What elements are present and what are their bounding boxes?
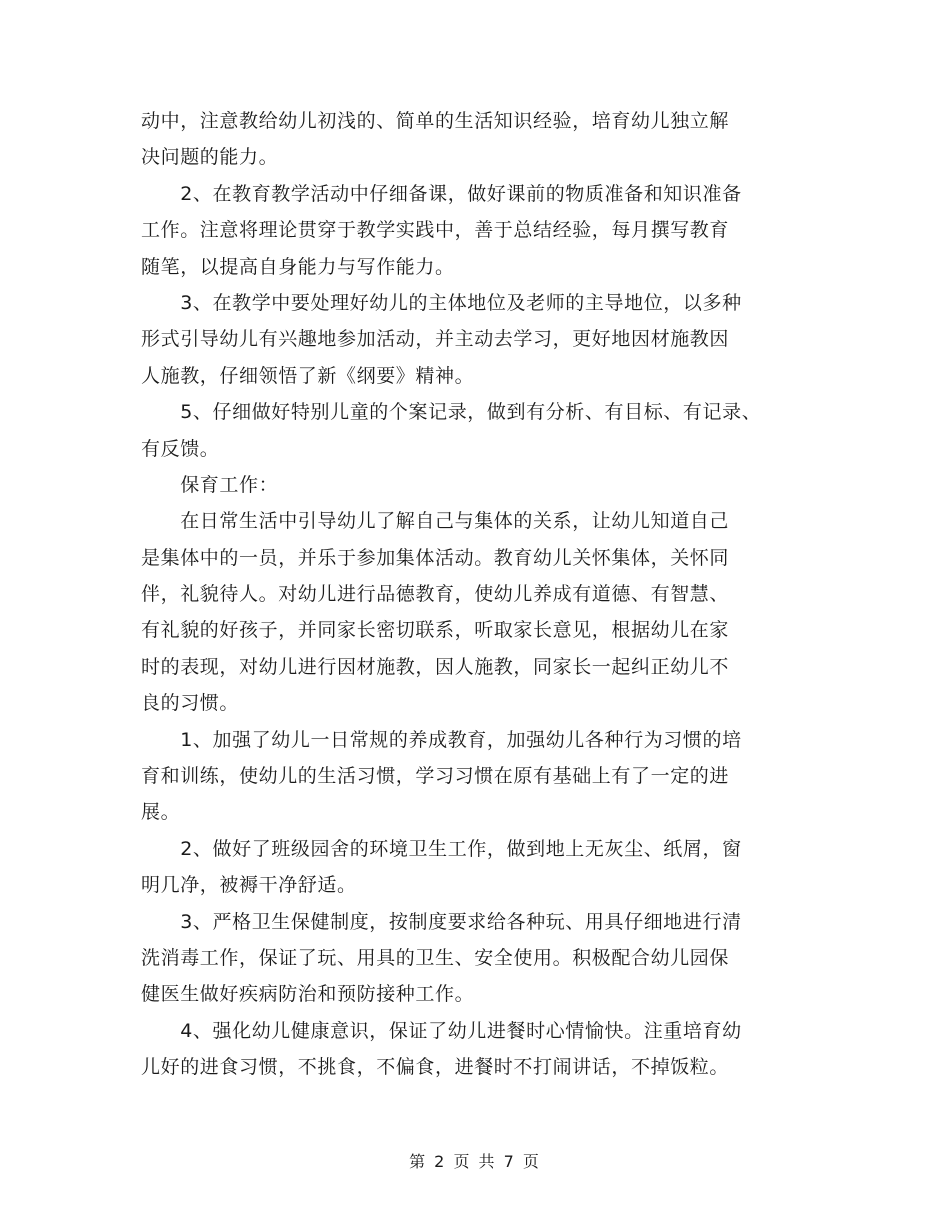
text-line: 有礼貌的好孩子，并同家长密切联系，听取家长意见，根据幼儿在家 bbox=[141, 619, 730, 642]
text-line: 儿好的进食习惯，不挑食，不偏食，进餐时不打闹讲话，不掉饭粒。 bbox=[141, 1056, 730, 1079]
text-line: 工作。注意将理论贯穿于教学实践中，善于总结经验，每月撰写教育 bbox=[141, 219, 730, 242]
text-line: 1、加强了幼儿一日常规的养成教育，加强幼儿各种行为习惯的培 bbox=[141, 728, 742, 751]
text-line: 健医生做好疾病防治和预防接种工作。 bbox=[141, 983, 475, 1006]
text-line: 良的习惯。 bbox=[141, 692, 240, 715]
text-line: 2、在教育教学活动中仔细备课，做好课前的物质准备和知识准备 bbox=[141, 182, 742, 205]
text-line: 时的表现，对幼儿进行因材施教，因人施教，同家长一起纠正幼儿不 bbox=[141, 655, 730, 678]
body-text bbox=[141, 103, 831, 1086]
text-line: 是集体中的一员，并乐于参加集体活动。教育幼儿关怀集体，关怀同 bbox=[141, 546, 730, 569]
text-line: 伴，礼貌待人。对幼儿进行品德教育，使幼儿养成有道德、有智慧、 bbox=[141, 583, 730, 606]
text-line: 明几净，被褥干净舒适。 bbox=[141, 874, 357, 897]
text-line: 在日常生活中引导幼儿了解自己与集体的关系，让幼儿知道自己 bbox=[141, 510, 730, 533]
section-heading: 保育工作： bbox=[141, 473, 279, 496]
text-line: 育和训练，使幼儿的生活习惯，学习习惯在原有基础上有了一定的进 bbox=[141, 765, 730, 788]
text-line: 动中，注意教给幼儿初浅的、简单的生活知识经验，培育幼儿独立解 bbox=[141, 110, 730, 132]
text-line: 有反馈。 bbox=[141, 437, 220, 460]
text-line: 形式引导幼儿有兴趣地参加活动，并主动去学习，更好地因材施教因 bbox=[141, 328, 730, 351]
text-line: 2、做好了班级园舍的环境卫生工作，做到地上无灰尘、纸屑，窗 bbox=[141, 837, 742, 860]
text-line: 5、仔细做好特别儿童的个案记录，做到有分析、有目标、有记录、 bbox=[141, 401, 762, 424]
text-line: 3、严格卫生保健制度，按制度要求给各种玩、用具仔细地进行清 bbox=[141, 910, 742, 933]
text-line: 洗消毒工作，保证了玩、用具的卫生、安全使用。积极配合幼儿园保 bbox=[141, 946, 730, 969]
text-line: 3、在教学中要处理好幼儿的主体地位及老师的主导地位，以多种 bbox=[141, 291, 742, 314]
page-number: 第 2 页 共 7 页 bbox=[409, 1152, 541, 1171]
text-line: 人施教，仔细领悟了新《纲要》精神。 bbox=[141, 364, 475, 387]
text-line: 展。 bbox=[141, 801, 181, 824]
text-line: 决问题的能力。 bbox=[141, 146, 279, 169]
text-line: 随笔，以提高自身能力与写作能力。 bbox=[141, 255, 455, 278]
text-line: 4、强化幼儿健康意识，保证了幼儿进餐时心情愉快。注重培育幼 bbox=[141, 1019, 742, 1042]
